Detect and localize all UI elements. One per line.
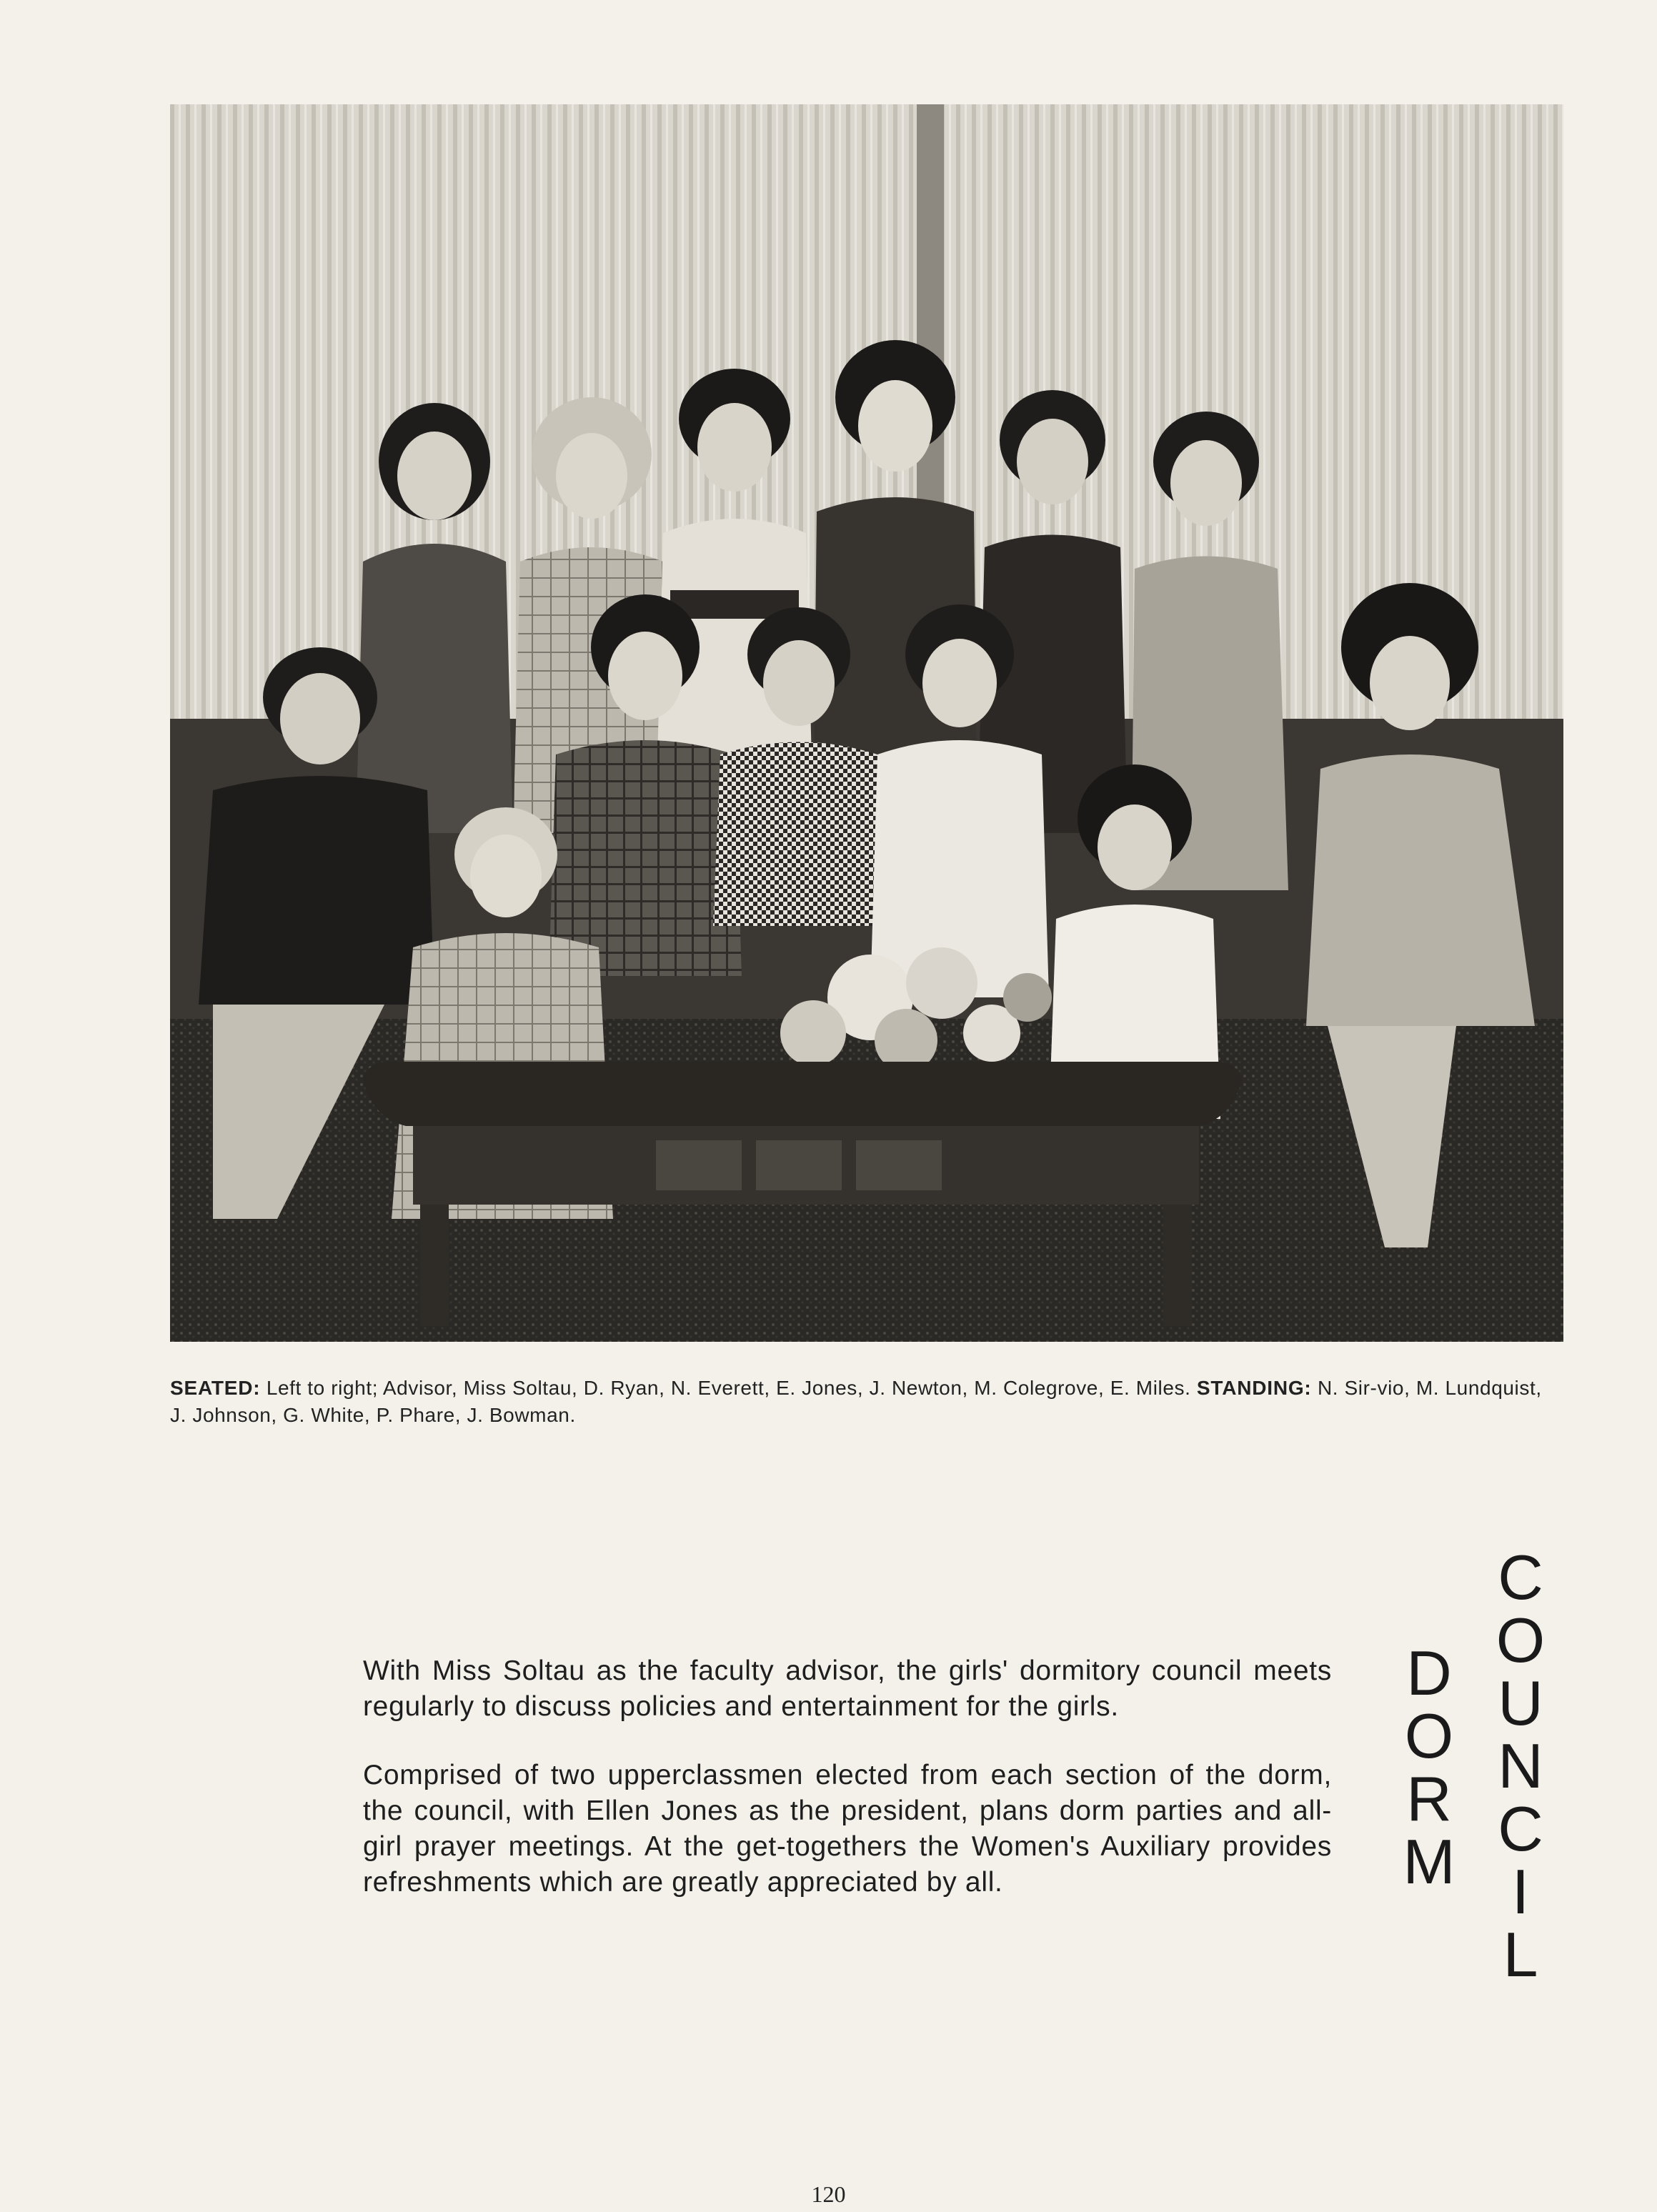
title-letter: U bbox=[1498, 1668, 1543, 1738]
paragraph: Comprised of two upperclassmen elected from each section of the dorm, the council, with Ellen Jones as the president, plans dorm parties and all-girl prayer meetings. At the get-togethers the Women's Auxiliary provides refreshments which are greatly appreciated by all. bbox=[363, 1760, 1332, 1898]
photo-caption bbox=[170, 1375, 1563, 1429]
title-letter: C bbox=[1498, 1793, 1543, 1864]
paragraph: With Miss Soltau as the faculty advisor, the girls' dormitory council meets regularly to discuss policies and entertainment for the girls. bbox=[363, 1655, 1332, 1722]
page-number: 120 bbox=[811, 2181, 846, 2207]
title-letter: O bbox=[1404, 1700, 1454, 1771]
title-letter: I bbox=[1511, 1856, 1530, 1927]
title-letter: L bbox=[1503, 1919, 1538, 1990]
title-letter: O bbox=[1496, 1605, 1546, 1675]
caption-seated-label: SEATED: bbox=[170, 1377, 261, 1399]
title-letter: C bbox=[1498, 1542, 1543, 1613]
title-dorm bbox=[1397, 1638, 1461, 1897]
caption-seated-text: Left to right; Advisor, Miss Soltau, D. Ryan, N. Everett, E. Jones, J. Newton, M. Colegrove, E. Miles. bbox=[266, 1377, 1191, 1399]
title-letter: R bbox=[1406, 1763, 1452, 1834]
article-body bbox=[363, 1653, 1332, 1933]
caption-standing-label: STANDING: bbox=[1196, 1377, 1312, 1399]
group-photo bbox=[170, 104, 1563, 1342]
title-letter: N bbox=[1498, 1730, 1543, 1801]
title-letter: M bbox=[1403, 1826, 1456, 1897]
caption-standing-text: N. Sir-vio, M. Lundquist, J. Johnson, G. White, P. Phare, J. Bowman. bbox=[170, 1377, 1542, 1426]
title-council bbox=[1486, 1542, 1555, 1990]
title-letter: D bbox=[1406, 1638, 1452, 1708]
group-photo-image bbox=[170, 104, 1563, 1342]
